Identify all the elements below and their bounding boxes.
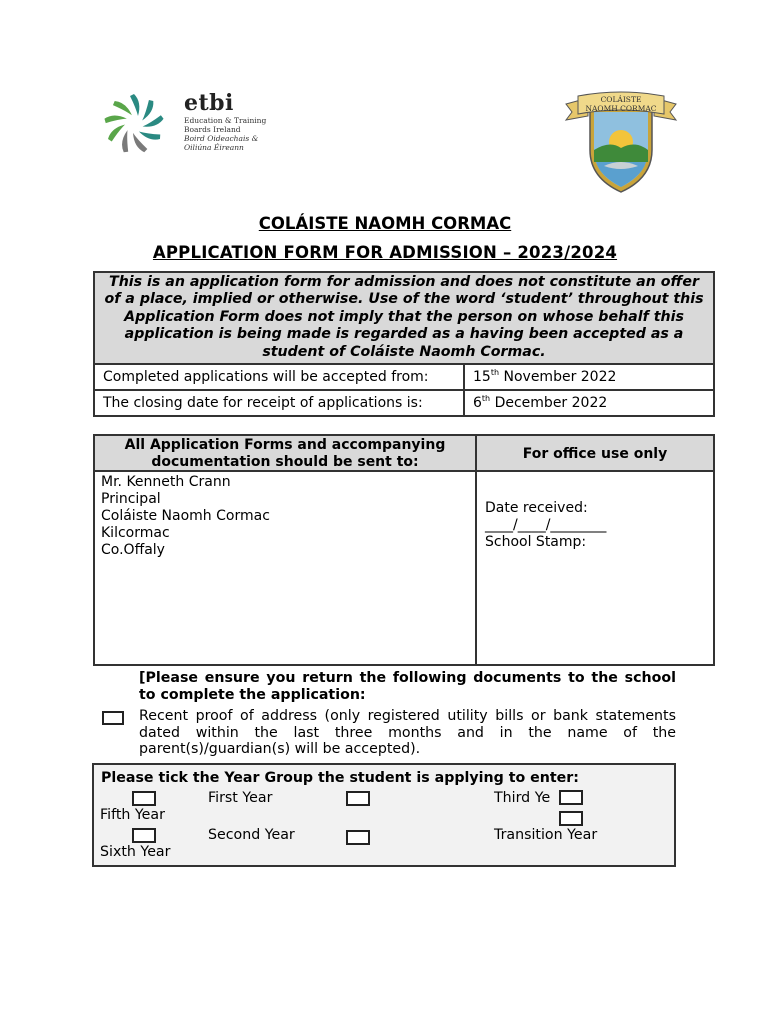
date-received-field[interactable]: ____/____/________ — [485, 517, 607, 533]
third-year-checkbox[interactable] — [559, 790, 583, 805]
column-divider — [475, 472, 477, 664]
office-use-box — [485, 500, 606, 551]
transition-year-checkbox[interactable] — [559, 811, 583, 826]
address-line: Kilcormac — [101, 525, 170, 541]
address-line: Co.Offaly — [101, 542, 165, 558]
notice-table — [93, 271, 715, 417]
crest-banner-line1: COLÁISTE — [600, 95, 642, 104]
etbi-tagline-line: Oiliúna Éireann — [184, 143, 244, 152]
etbi-swirl-icon — [96, 88, 176, 158]
address-line: Coláiste Naomh Cormac — [101, 508, 270, 524]
first-year-label: First Year — [208, 790, 273, 806]
sixth-year-checkbox[interactable] — [132, 828, 156, 843]
address-line: Principal — [101, 491, 161, 507]
accept-from-row — [95, 365, 713, 389]
transition-year-label: Transition Year — [494, 827, 598, 843]
school-name-title: COLÁISTE NAOMH CORMAC — [258, 214, 512, 233]
address-table — [93, 434, 715, 666]
etbi-tagline-line: Boird Oideachais & — [184, 134, 259, 143]
accept-from-label: Completed applications will be accepted from: — [95, 365, 465, 389]
etbi-wordmark: etbi — [184, 90, 234, 116]
closing-date: 6th December 2022 — [473, 394, 608, 412]
etbi-logo — [96, 88, 271, 158]
closing-date-row — [95, 389, 713, 415]
proof-of-address-checkbox[interactable] — [102, 711, 124, 725]
third-year-label: Third Ye — [494, 790, 551, 806]
school-crest-icon — [560, 90, 682, 194]
etbi-tagline-line: Boards Ireland — [184, 125, 241, 134]
office-use-heading: For office use only — [477, 436, 713, 472]
fifth-year-checkbox[interactable] — [132, 791, 156, 806]
postal-address — [101, 474, 270, 559]
documents-heading: [Please ensure you return the following documents to the school to complete the application: — [139, 670, 676, 703]
admission-disclaimer: This is an application form for admission and does not constitute an offer of a place, implied or otherwise. Use of the word ‘student’ throughout this Application Form does not imply that the person on whose behalf this application is being made is regarded as a having been accepted as a student of Coláiste Naomh Cormac. — [95, 273, 713, 365]
year-group-box — [92, 763, 676, 867]
second-year-label: Second Year — [208, 827, 295, 843]
sixth-year-label: Sixth Year — [100, 844, 171, 860]
crest-banner-line2: NAOMH CORMAC — [585, 104, 657, 113]
year-group-question: Please tick the Year Group the student is applying to enter: — [101, 770, 579, 786]
etbi-tagline-line: Education & Training — [184, 116, 267, 125]
accept-from-date: 15th November 2022 — [473, 368, 617, 386]
closing-date-label: The closing date for receipt of applications is: — [95, 391, 465, 415]
send-to-heading: All Application Forms and accompanying documentation should be sent to: — [95, 436, 477, 472]
fifth-year-label: Fifth Year — [100, 807, 165, 823]
date-received-label: Date received: — [485, 500, 588, 516]
school-stamp-label: School Stamp: — [485, 534, 587, 550]
proof-of-address-item: Recent proof of address (only registered utility bills or bank statements dated within the last three months and in the name of the parent(s)/guardian(s) will be accepted). — [139, 708, 676, 757]
second-year-checkbox[interactable] — [346, 830, 370, 845]
form-title: APPLICATION FORM FOR ADMISSION – 2023/2024 — [152, 243, 618, 262]
address-line: Mr. Kenneth Crann — [101, 474, 231, 490]
first-year-checkbox[interactable] — [346, 791, 370, 806]
